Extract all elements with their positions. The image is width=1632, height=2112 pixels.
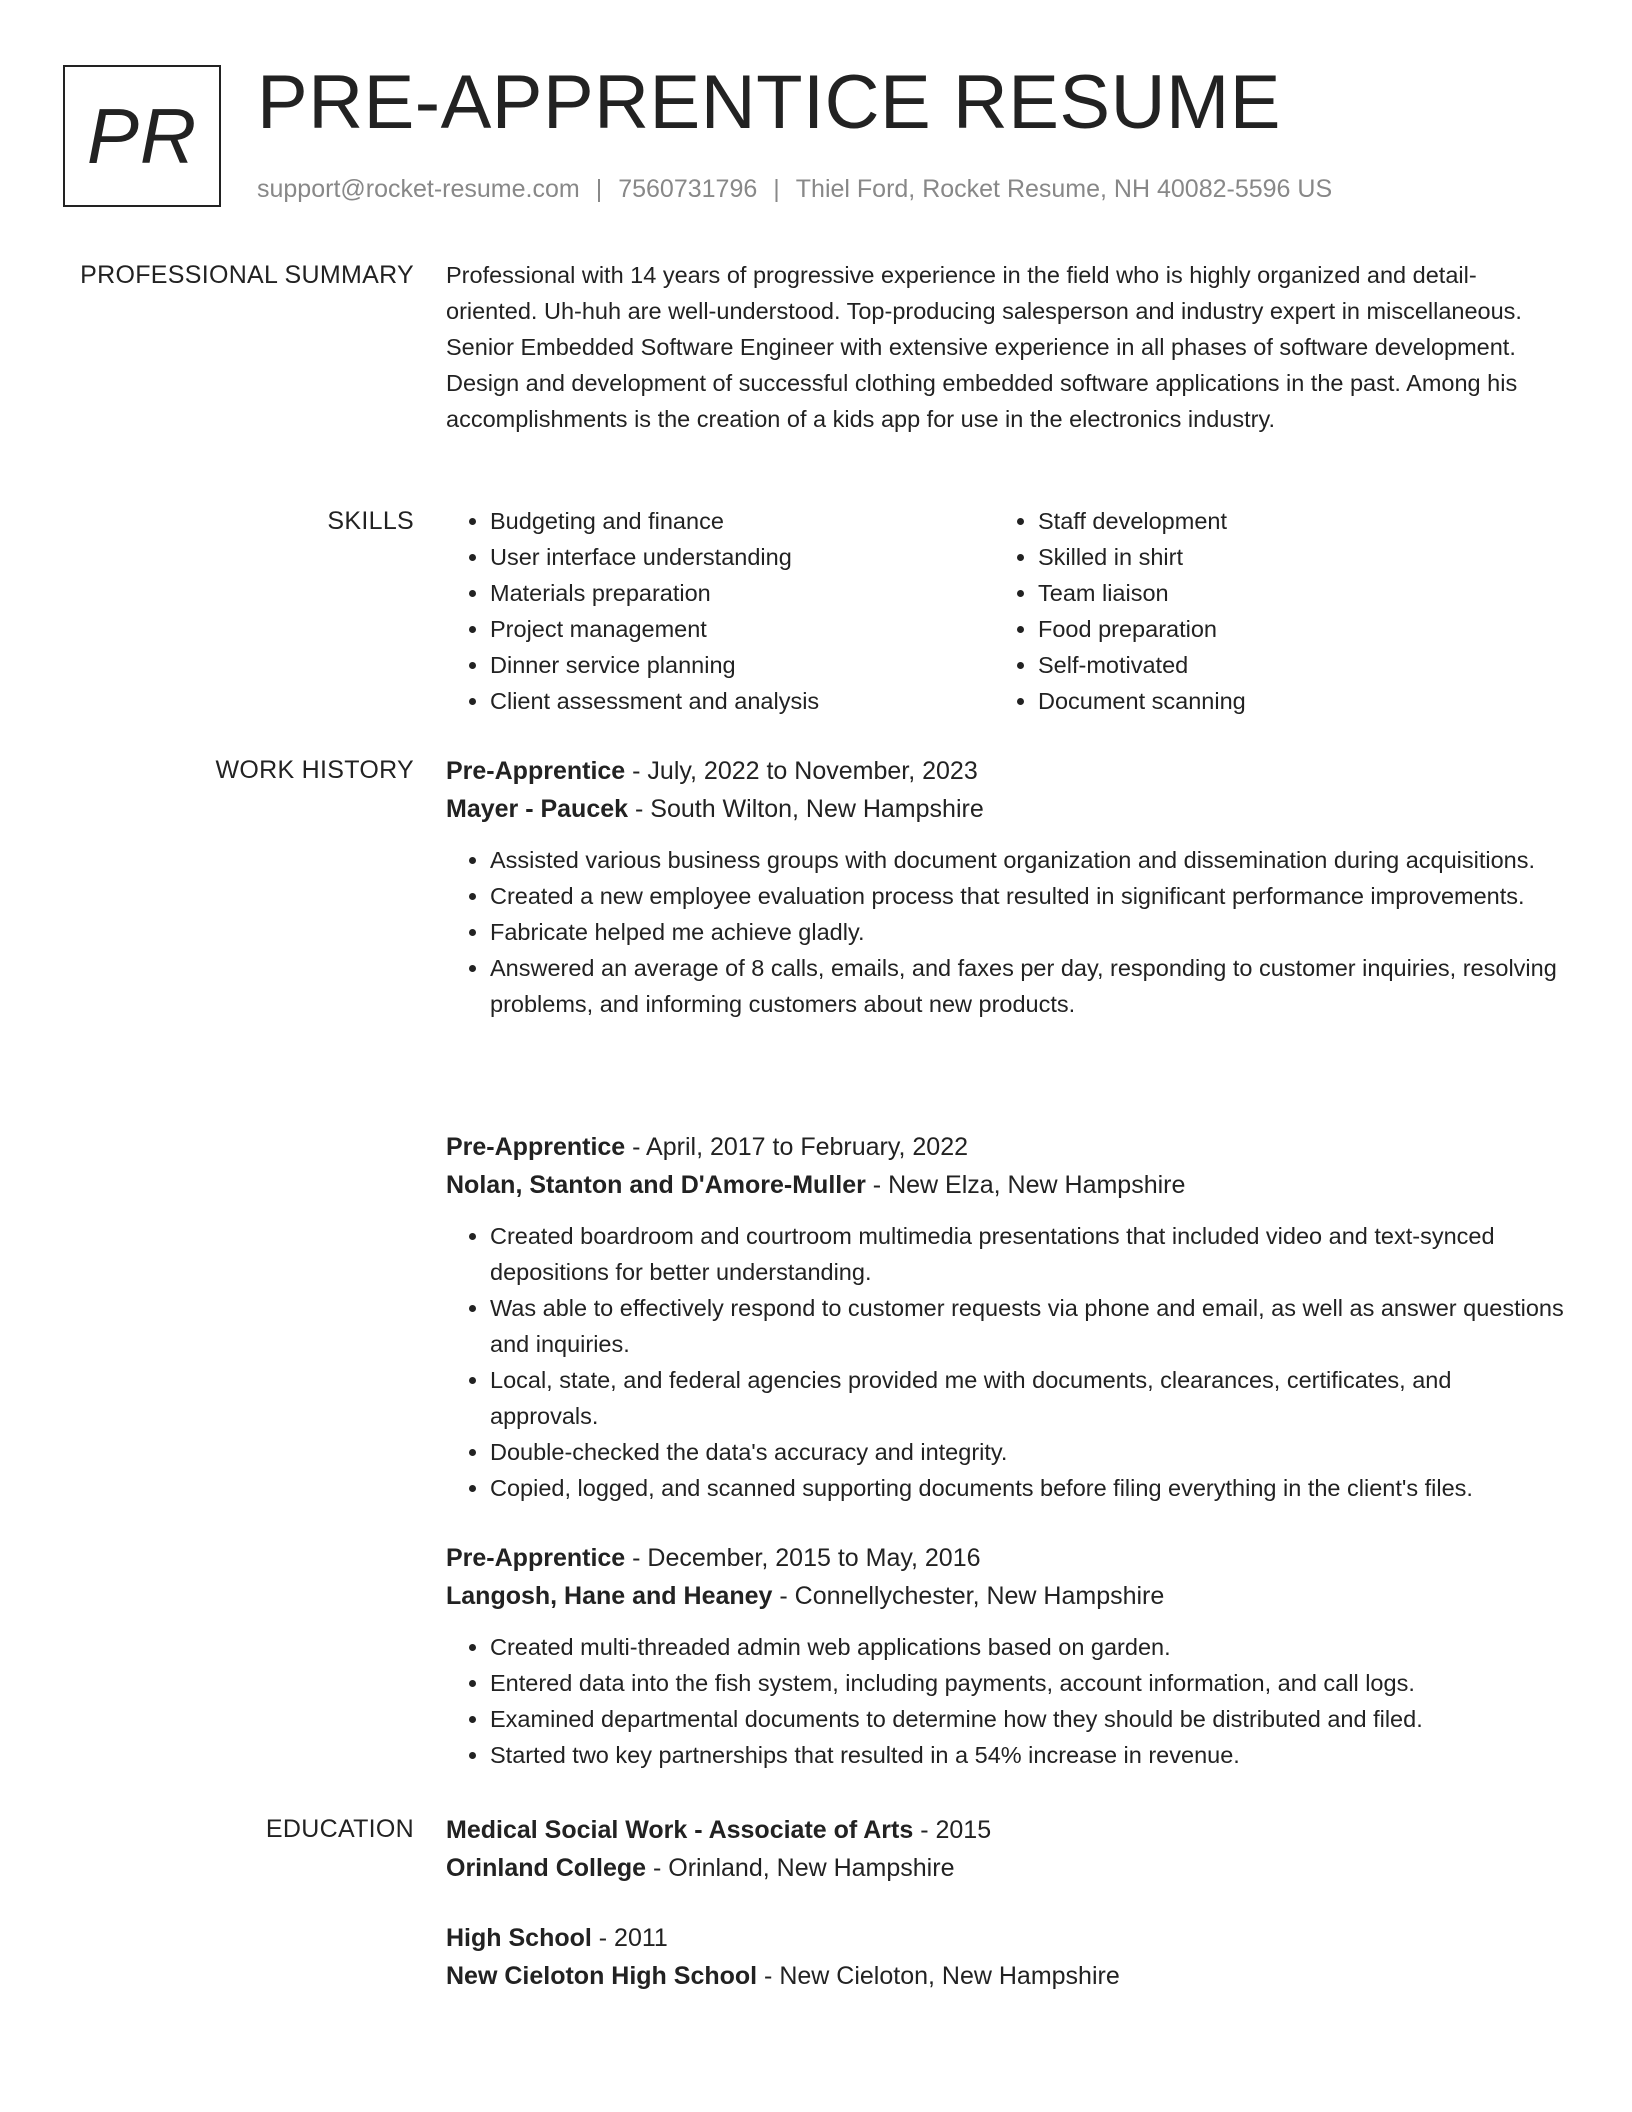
skill-item: • Team liaison — [1038, 575, 1542, 611]
education-school-line — [446, 1849, 1566, 1887]
section-label-education: EDUCATION — [265, 1815, 414, 1843]
skill-item: • Dinner service planning — [490, 647, 994, 683]
education-location: - Orinland, New Hampshire — [646, 1854, 955, 1882]
section-label-summary: PROFESSIONAL SUMMARY — [80, 261, 414, 289]
contact-address: Thiel Ford, Rocket Resume, NH 40082-5596 US — [795, 175, 1333, 203]
skill-item: • Staff development — [1038, 503, 1542, 539]
skill-item: • Materials preparation — [490, 575, 994, 611]
job-title: Pre-Apprentice — [446, 1133, 626, 1161]
job-bullets — [446, 1629, 1566, 1773]
monogram-initials: PR — [86, 91, 198, 180]
job-dates: - July, 2022 to November, 2023 — [625, 757, 978, 785]
education-school: Orinland College — [446, 1854, 647, 1882]
education-school: New Cieloton High School — [446, 1962, 758, 1990]
job-bullet: • Assisted various business groups with document organization and dissemination during acquisitions. — [490, 842, 1566, 878]
education-year: - 2011 — [591, 1924, 668, 1952]
job-title: Pre-Apprentice — [446, 757, 626, 785]
job-company: Mayer - Paucek — [446, 795, 629, 823]
job-bullet: • Copied, logged, and scanned supporting documents before filing everything in the client's files. — [490, 1470, 1566, 1506]
skill-item: • User interface understanding — [490, 539, 994, 575]
contact-line — [257, 173, 1332, 205]
education-entry — [446, 1919, 1566, 1995]
job-company: Nolan, Stanton and D'Amore-Muller — [446, 1171, 866, 1199]
job-bullet: • Created multi-threaded admin web applications based on garden. — [490, 1629, 1566, 1665]
summary-text: Professional with 14 years of progressive experience in the field who is highly organized and detail-oriented. Uh-huh are well-understood. Top-producing salesperson and industry expert in miscellaneous. Senior Embedded Software Engineer with extensive experience in all phases of software development. Design and development of successful clothing embedded software applications in the past. Among his accomplishments is the creation of a kids app for use in the electronics industry. — [446, 262, 1522, 432]
job-entry — [446, 1128, 1566, 1506]
job-bullet: • Fabricate helped me achieve gladly. — [490, 914, 1566, 950]
job-location: - South Wilton, New Hampshire — [628, 795, 984, 823]
education-school-line — [446, 1957, 1566, 1995]
job-bullets — [446, 842, 1566, 1022]
job-bullet: • Answered an average of 8 calls, emails, and faxes per day, responding to customer inquiries, resolving problems, and informing customers about new products. — [490, 950, 1566, 1022]
skill-item: • Food preparation — [1038, 611, 1542, 647]
job-title-line — [446, 1539, 1566, 1577]
job-entry — [446, 752, 1566, 1022]
job-company: Langosh, Hane and Heaney — [446, 1582, 773, 1610]
skill-item: • Self-motivated — [1038, 647, 1542, 683]
skills-list-left — [446, 503, 994, 719]
education-degree-line — [446, 1919, 1566, 1957]
skill-item: • Project management — [490, 611, 994, 647]
education-year: - 2015 — [913, 1816, 992, 1844]
section-label-work-history: WORK HISTORY — [215, 756, 414, 784]
job-dates: - April, 2017 to February, 2022 — [625, 1133, 969, 1161]
job-bullet: • Created a new employee evaluation process that resulted in significant performance improvements. — [490, 878, 1566, 914]
contact-phone: 7560731796 — [618, 175, 758, 203]
job-dates: - December, 2015 to May, 2016 — [625, 1544, 981, 1572]
resume-title: PRE-APPRENTICE RESUME — [257, 60, 1281, 145]
contact-email: support@rocket-resume.com — [257, 175, 580, 203]
education-degree: High School — [446, 1924, 592, 1952]
education-location: - New Cieloton, New Hampshire — [757, 1962, 1120, 1990]
skill-item: • Document scanning — [1038, 683, 1542, 719]
skill-item: • Budgeting and finance — [490, 503, 994, 539]
job-bullet: • Was able to effectively respond to customer requests via phone and email, as well as answer questions and inquiries. — [490, 1290, 1566, 1362]
skill-item: • Client assessment and analysis — [490, 683, 994, 719]
job-title-line — [446, 752, 1566, 790]
education-degree-line — [446, 1811, 1566, 1849]
job-bullet: • Started two key partnerships that resulted in a 54% increase in revenue. — [490, 1737, 1566, 1773]
monogram-box — [63, 65, 221, 207]
job-bullets — [446, 1218, 1566, 1506]
education-degree: Medical Social Work - Associate of Arts — [446, 1816, 914, 1844]
job-bullet: • Entered data into the fish system, including payments, account information, and call logs. — [490, 1665, 1566, 1701]
job-company-line — [446, 790, 1566, 828]
job-bullet: • Double-checked the data's accuracy and integrity. — [490, 1434, 1566, 1470]
education-entry — [446, 1811, 1566, 1887]
contact-separator: | — [595, 175, 603, 203]
section-label-skills: SKILLS — [327, 507, 414, 535]
job-entry — [446, 1539, 1566, 1773]
job-bullet: • Created boardroom and courtroom multimedia presentations that included video and text-synced depositions for better understanding. — [490, 1218, 1566, 1290]
job-title: Pre-Apprentice — [446, 1544, 626, 1572]
job-company-line — [446, 1166, 1566, 1204]
job-company-line — [446, 1577, 1566, 1615]
job-location: - Connellychester, New Hampshire — [772, 1582, 1165, 1610]
skills-list-right — [994, 503, 1542, 719]
job-title-line — [446, 1128, 1566, 1166]
job-location: - New Elza, New Hampshire — [865, 1171, 1186, 1199]
job-bullet: • Local, state, and federal agencies provided me with documents, clearances, certificates, and approvals. — [490, 1362, 1566, 1434]
job-bullet: • Examined departmental documents to determine how they should be distributed and filed. — [490, 1701, 1566, 1737]
contact-separator: | — [773, 175, 780, 203]
skill-item: • Skilled in shirt — [1038, 539, 1542, 575]
